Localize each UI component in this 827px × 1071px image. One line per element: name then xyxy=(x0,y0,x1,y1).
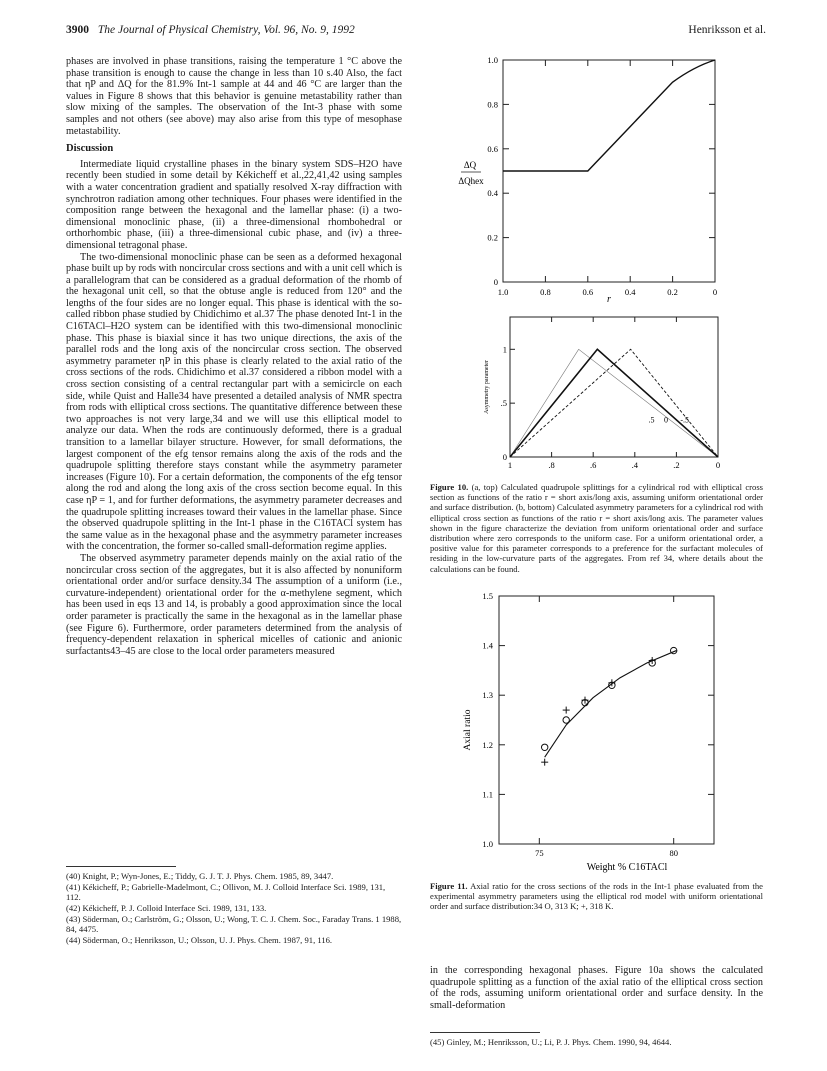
fig11-point-318k xyxy=(541,759,548,766)
fig10b-x-tick-label: .8 xyxy=(548,460,555,470)
fig10a-x-axis-label: r xyxy=(607,294,611,305)
fig10b-y-axis-label: Asymmetry parameter xyxy=(484,360,490,414)
footnotes-right xyxy=(430,1032,763,1047)
fig10a-x-tick-label: 0.6 xyxy=(582,287,594,297)
fig10a-y-tick-label: 0.4 xyxy=(487,188,498,199)
fig10a-x-tick-label: 0 xyxy=(712,287,718,297)
fig10a-series-line xyxy=(503,60,715,171)
fig10b-x-tick-label: .2 xyxy=(673,460,680,470)
footnote-45: (45) Ginley, M.; Henriksson, U.; Li, P. J. Phys. Chem. 1990, 94, 4644. xyxy=(430,1037,672,1047)
fig11-fit-curve xyxy=(545,651,677,758)
fig10b-y-tick-label: .5 xyxy=(500,398,507,409)
fig10b-y-tick-label: 0 xyxy=(502,452,507,462)
fig11-point-318k xyxy=(649,657,656,664)
fig10a-x-tick-label: 0.4 xyxy=(624,287,636,297)
figure-11-chart xyxy=(454,590,744,880)
running-authors: Henriksson et al. xyxy=(688,24,766,36)
fig10b-x-tick-label: 1 xyxy=(507,460,513,470)
fig10a-y-tick-label: 0.8 xyxy=(487,99,498,110)
fig10b-y-tick-label: 1 xyxy=(502,344,507,355)
fig10a-y-tick-label: 0.6 xyxy=(487,143,498,154)
fig11-y-tick-label: 1.1 xyxy=(482,789,493,800)
fig11-y-tick-label: 1.4 xyxy=(482,640,493,651)
fig10a-x-tick-label: 0.8 xyxy=(540,287,551,297)
figure-10-caption-label: Figure 10. xyxy=(430,482,469,492)
footnote-41: (41) Kékicheff, P.; Gabrielle-Madelmont, C.; Ollivon, M. J. Colloid Interface Sci. 1989, 131, 112. xyxy=(66,882,386,902)
fig11-y-tick-label: 1.3 xyxy=(482,690,493,701)
fig10b-series-thick xyxy=(510,349,718,457)
discussion-paragraph-2: The two-dimensional monoclinic phase can be seen as a deformed hexagonal phase built up by rods with noncircular cross sections and with a unit cell which is a parallelogram that can be considered as a gradual deformation of the rhomb of the hexagonal unit cell, so that the obtuse angle is reduced from 120° and the lengths of the four sides are no longer equal. This phase is identical with the so-called ribbon phase studied by Chidichimo et al.37 The phase denoted Int-1 in the C16TACl–H2O system can be identified with this two-dimensional monoclinic phase. This phase is biaxial since it has two unique directions, the axis of the parallel rods and the long axis of the noncircular cross section. The observed asymmetry parameter ηP in this phase is clearly related to the axial ratio of the cross sections of the rods. Chidichimo et al.37 considered a ribbon model with a cross section consisting of a central rectangular part with a semicircle on each side, while Quist and Halle34 have presented a detailed analysis of NMR spectra from rods with elliptical cross sections. The quantitative difference between these two approaches is not very large,34 and we will use this elliptical model to analyze our data. When the rods are continuously deformed, there is a gradual transition to a lamellar bilayer structure. However, for small deformations, the largest component of the efg tensor remains along the axis of the rods and the quadrupole splitting therefore stays constant while the asymmetry parameter increases (Figure 10). For a certain deformation, the components of the efg tensor along the rod and along the long axis of the cross section become equal. In this case ηP = 1, and for further deformations, the asymmetry parameter decreases and the quadrupole splitting increases toward their values in the lamellar phase. Since the observed quadrupole splitting in the Int-1 phase in the C16TACl system has the same value as in the hexagonal phase and the asymmetry parameter increases with the concentration, the former so-called small-deformation regime applies. xyxy=(66,251,402,553)
fig10b-series-annotation: 0 xyxy=(664,415,668,425)
fig11-x-axis-label: Weight % C16TACl xyxy=(586,862,668,873)
footnote-42: (42) Kékicheff, P. J. Colloid Interface Sci. 1989, 131, 133. xyxy=(66,903,267,913)
figure-10a-chart xyxy=(440,52,740,317)
fig10b-series-annotation: .5 xyxy=(648,415,655,425)
footnote-43: (43) Söderman, O.; Carlström, G.; Olsson, U.; Wong, T. C. J. Chem. Soc., Faraday Trans. 1 1988, 84, 4475. xyxy=(66,914,402,934)
fig11-y-tick-label: 1.0 xyxy=(482,839,493,849)
fig11-x-tick-label: 75 xyxy=(535,848,544,858)
fig11-x-tick-label: 80 xyxy=(669,848,678,858)
figure-11-caption xyxy=(430,881,763,912)
fig10b-series-annotation: -.5 xyxy=(680,415,690,425)
fig10a-y-tick-label: 0 xyxy=(493,277,498,287)
fig10a-y-tick-label: 0.2 xyxy=(487,232,498,243)
fig11-point-318k xyxy=(563,707,570,714)
fig10b-x-tick-label: .4 xyxy=(631,460,638,470)
fig10a-x-tick-label: 0.2 xyxy=(667,287,678,297)
fig10b-x-tick-label: 0 xyxy=(715,460,721,470)
page-number: 3900 xyxy=(66,24,89,36)
left-column xyxy=(66,56,402,657)
fig10a-y-label-numerator: ΔQ xyxy=(463,160,477,170)
intro-paragraph: phases are involved in phase transitions, raising the temperature 1 °C above the phase transition is enough to cause the change in less than 10 s.40 Also, the fact that ηP and ΔQ for the 81.9% Int-1 sample at 44 and 46 °C are larger than the values in Figure 8 shows that this behavior is genuine metastability rather than slow mixing of the samples. The observation of the Int-3 phase with some samples and not others (see above) may also arise from this type of mesophase metastability. xyxy=(66,56,402,137)
discussion-paragraph-3: The observed asymmetry parameter depends mainly on the axial ratio of the noncircular cross section of the aggregates, but it is also affected by nonuniform orientational order and/or surface density.34 The assumption of a uniform (i.e., curvature-independent) orientational order for the α-methylene segment, which has been used in eqs 13 and 14, is probably a good approximation since the local order parameter is practically the same in the hexagonal as in the lamellar phase (see Figure 6). Furthermore, order parameters determined from the analysis of frequency-dependent relaxation in spherical micelles of cationic and anionic surfactants43–45 are close to the local order parameters measured xyxy=(66,552,402,657)
discussion-paragraph-1: Intermediate liquid crystalline phases in the binary system SDS–H2O have recently been studied in some detail by Kékicheff et al.,22,41,42 using samples with a water concentration gradient and spatially resolved X-ray diffraction with synchrotron radiation among other techniques. Four phases were identified in the composition range between the hexagonal and the lamellar phase: (i) a two-dimensional monoclinic phase, (ii) a three-dimensional rhombohedral or orthorhombic phase, (iii) a three-dimensional cubic phase, and (iv) a three-dimensional tetragonal phase. xyxy=(66,158,402,251)
fig11-y-tick-label: 1.5 xyxy=(482,591,493,601)
discussion-heading: Discussion xyxy=(66,143,114,155)
figure-10b-chart xyxy=(470,313,730,473)
right-column-text: in the corresponding hexagonal phases. Figure 10a shows the calculated quadrupole splitting as a function of the axial ratio of the elliptical cross section of the rods, assuming uniform orientational order and surface density. In the small-deformation xyxy=(430,965,763,1011)
fig10b-series-thin xyxy=(510,349,718,457)
figure-11-caption-text: Axial ratio for the cross sections of the rods in the Int-1 phase evaluated from the experimental asymmetry parameters using the elliptical rod model with uniform orientational order and surface distribution:34 O, 313 K; +, 318 K. xyxy=(430,881,763,912)
figure-11-caption-label: Figure 11. xyxy=(430,881,468,891)
footnote-rule-right xyxy=(430,1032,540,1033)
footnote-44: (44) Söderman, O.; Henriksson, U.; Olsson, U. J. Phys. Chem. 1987, 91, 116. xyxy=(66,935,333,945)
fig10a-y-label-denominator: ΔQhex xyxy=(458,176,484,186)
fig10a-x-tick-label: 1.0 xyxy=(497,287,509,297)
figure-10-caption xyxy=(430,482,763,574)
footnote-40: (40) Knight, P.; Wyn-Jones, E.; Tiddy, G. J. T. J. Phys. Chem. 1985, 89, 3447. xyxy=(66,871,334,881)
figure-10-caption-text: (a, top) Calculated quadrupole splittings for a cylindrical rod with elliptical cross section as functions of the ratio r = short axis/long axis, assuming uniform orientational order and surface distribution. (b, bottom) Calculated asymmetry parameters for a cylindrical rod with elliptical cross section as functions of the ratio r = short axis/long axis. The parameter values shown in the figure characterize the deviation from uniform orientational order and surface distribution where zero corresponds to the uniform case. For a uniform orientational order, a positive value for this parameter corresponds to a preference for the surfactant molecules of residing in the low-curvature parts of the aggregates. From ref 34, where details about the calculations can be found. xyxy=(430,482,764,574)
fig10b-x-tick-label: .6 xyxy=(590,460,597,470)
footnotes-left xyxy=(66,866,402,946)
journal-title: The Journal of Physical Chemistry, Vol. 96, No. 9, 1992 xyxy=(97,24,355,36)
fig11-point-313k xyxy=(563,717,569,723)
fig11-point-313k xyxy=(541,744,547,750)
running-header xyxy=(66,24,766,40)
fig10b-series-dashed xyxy=(510,349,718,457)
footnote-rule xyxy=(66,866,176,867)
fig11-y-tick-label: 1.2 xyxy=(482,739,493,750)
fig11-y-axis-label: Axial ratio xyxy=(463,709,473,751)
fig10a-y-tick-label: 1.0 xyxy=(487,55,498,65)
